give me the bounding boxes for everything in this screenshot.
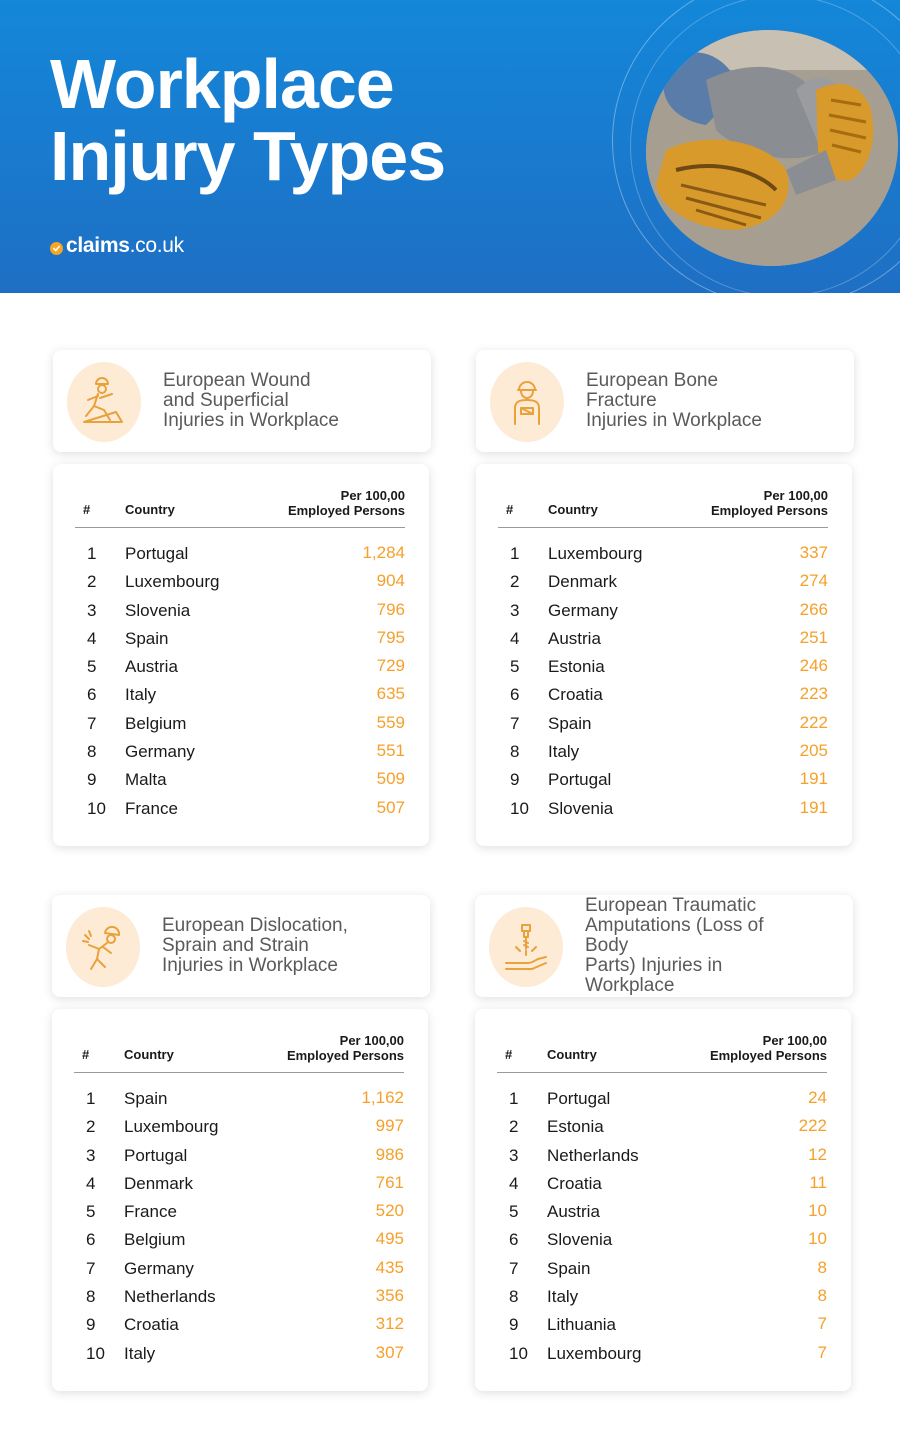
- country-cell: Luxembourg: [548, 544, 643, 563]
- table-title: [162, 895, 370, 997]
- claims-logo[interactable]: [50, 234, 184, 258]
- value-cell: 11: [809, 1172, 827, 1192]
- table-row: [75, 596, 405, 624]
- rank-header: #: [505, 1047, 513, 1062]
- table-row: [498, 709, 828, 737]
- worker-back-strain-icon: [66, 907, 140, 987]
- title-line: Parts) Injuries in Workplace: [585, 955, 723, 996]
- rank-cell: 4: [86, 1173, 96, 1193]
- title-line: Workplace: [50, 45, 394, 123]
- value-header-line: Per 100,00: [340, 488, 405, 503]
- rank-cell: 3: [509, 1145, 519, 1165]
- table-2-title-card: [476, 350, 854, 452]
- table-row: [74, 1169, 404, 1197]
- country-cell: Austria: [125, 657, 178, 677]
- title-line: Injuries in Workplace: [586, 410, 763, 431]
- rank-cell: 1: [87, 544, 97, 563]
- value-cell: 246: [799, 656, 828, 676]
- table-row: [74, 1112, 404, 1140]
- rank-cell: 10: [509, 1343, 528, 1363]
- table-4-title-card: [475, 895, 853, 997]
- rank-cell: 10: [510, 798, 529, 818]
- country-cell: Germany: [124, 1258, 194, 1278]
- table-row: [498, 680, 828, 708]
- country-cell: Denmark: [548, 572, 617, 592]
- rank-cell: 7: [87, 713, 97, 733]
- rank-cell: 8: [510, 742, 520, 762]
- value-cell: 559: [376, 712, 405, 732]
- table-row: [498, 596, 828, 624]
- value-cell: 796: [376, 599, 405, 619]
- divider: [74, 1072, 404, 1073]
- country-cell: Croatia: [124, 1315, 179, 1335]
- country-cell: Malta: [125, 770, 167, 790]
- table-row: [74, 1197, 404, 1225]
- country-cell: Spain: [547, 1258, 591, 1278]
- country-cell: Slovenia: [125, 600, 191, 620]
- country-header: Country: [548, 502, 598, 517]
- rank-cell: 6: [510, 685, 520, 705]
- rank-cell: 6: [86, 1230, 96, 1250]
- value-cell: 191: [799, 769, 828, 789]
- table-2: [476, 464, 852, 846]
- country-cell: Luxembourg: [547, 1343, 642, 1363]
- rank-cell: 9: [86, 1315, 96, 1335]
- table-row: [498, 652, 828, 680]
- country-cell: Austria: [547, 1202, 600, 1222]
- country-cell: Croatia: [548, 685, 603, 705]
- country-cell: Germany: [548, 600, 618, 620]
- table-row: [75, 765, 405, 793]
- value-cell: 761: [375, 1172, 404, 1192]
- header-banner: [0, 0, 900, 293]
- title-line: Injuries in Workplace: [162, 955, 339, 976]
- table-row: [497, 1169, 827, 1197]
- value-header-line: Per 100,00: [339, 1033, 404, 1048]
- rank-cell: 10: [87, 798, 106, 818]
- value-header-line: Employed Persons: [286, 1048, 404, 1063]
- country-cell: France: [124, 1202, 177, 1222]
- table-1: [53, 464, 429, 846]
- rank-cell: 4: [509, 1173, 519, 1193]
- country-cell: Denmark: [124, 1173, 193, 1193]
- table-row: [498, 567, 828, 595]
- table-rows: [75, 539, 405, 822]
- rank-cell: 8: [509, 1287, 519, 1307]
- rank-cell: 7: [86, 1258, 96, 1278]
- table-row: [497, 1310, 827, 1338]
- title-line: Amputations (Loss of Body: [585, 915, 764, 956]
- table-row: [498, 624, 828, 652]
- value-cell: 307: [375, 1342, 404, 1362]
- value-cell: 635: [376, 684, 405, 704]
- table-rows: [74, 1084, 404, 1367]
- value-cell: 507: [376, 797, 405, 817]
- table-row: [497, 1141, 827, 1169]
- value-cell: 10: [808, 1229, 827, 1249]
- value-cell: 997: [375, 1116, 404, 1136]
- table-row: [74, 1310, 404, 1338]
- table-row: [75, 709, 405, 737]
- rank-cell: 1: [86, 1089, 96, 1108]
- value-cell: 795: [376, 627, 405, 647]
- title-line: Injury Types: [50, 117, 446, 195]
- rank-cell: 3: [510, 600, 520, 620]
- table-row: [497, 1282, 827, 1310]
- divider: [497, 1072, 827, 1073]
- country-cell: Portugal: [124, 1145, 188, 1165]
- table-3-title-card: [52, 895, 430, 997]
- table-row: [74, 1225, 404, 1253]
- table-row: [497, 1112, 827, 1140]
- value-cell: 266: [799, 599, 828, 619]
- table-row: [498, 737, 828, 765]
- country-cell: Belgium: [125, 713, 187, 733]
- value-header-line: Per 100,00: [763, 488, 828, 503]
- table-row: [497, 1197, 827, 1225]
- table-title: [585, 895, 793, 997]
- value-header: [287, 1033, 404, 1063]
- table-row: [498, 539, 828, 567]
- rank-cell: 6: [87, 685, 97, 705]
- value-cell: 8: [817, 1286, 827, 1306]
- rank-cell: 1: [509, 1089, 519, 1108]
- table-row: [74, 1084, 404, 1112]
- value-header: [288, 488, 405, 518]
- value-cell: 1,284: [362, 543, 405, 562]
- rank-header: #: [82, 1047, 90, 1062]
- table-row: [75, 794, 405, 822]
- rank-cell: 2: [510, 572, 520, 592]
- country-header: Country: [547, 1047, 597, 1062]
- country-cell: Luxembourg: [125, 572, 220, 592]
- value-cell: 435: [375, 1257, 404, 1277]
- value-header: [710, 1033, 827, 1063]
- table-row: [497, 1254, 827, 1282]
- country-cell: Italy: [548, 742, 580, 762]
- table-row: [497, 1084, 827, 1112]
- value-cell: 729: [376, 656, 405, 676]
- rank-cell: 3: [87, 600, 97, 620]
- table-title: [586, 350, 794, 452]
- country-cell: Italy: [547, 1287, 579, 1307]
- value-cell: 337: [799, 543, 828, 562]
- country-header: Country: [124, 1047, 174, 1062]
- table-row: [497, 1225, 827, 1253]
- injured-worker-photo: [646, 30, 898, 266]
- divider: [75, 527, 405, 528]
- country-cell: Belgium: [124, 1230, 186, 1250]
- value-cell: 7: [817, 1342, 827, 1362]
- rank-cell: 5: [86, 1202, 96, 1222]
- country-cell: Slovenia: [548, 798, 614, 818]
- rank-cell: 2: [509, 1117, 519, 1137]
- rank-cell: 5: [510, 657, 520, 677]
- table-row: [497, 1339, 827, 1367]
- table-header: [74, 1027, 404, 1073]
- value-cell: 520: [375, 1201, 404, 1221]
- value-cell: 1,162: [361, 1088, 404, 1107]
- rank-cell: 4: [87, 628, 97, 648]
- value-header-line: Employed Persons: [710, 503, 828, 518]
- country-cell: Slovenia: [547, 1230, 613, 1250]
- table-header: [497, 1027, 827, 1073]
- rank-cell: 4: [510, 628, 520, 648]
- value-cell: 12: [808, 1144, 827, 1164]
- value-header: [711, 488, 828, 518]
- logo-brand: claims: [66, 234, 130, 257]
- table-row: [74, 1339, 404, 1367]
- rank-cell: 10: [86, 1343, 105, 1363]
- table-row: [75, 737, 405, 765]
- title-line: and Superficial: [163, 390, 289, 411]
- value-cell: 205: [799, 741, 828, 761]
- rank-cell: 2: [87, 572, 97, 592]
- worker-arm-sling-icon: [490, 362, 564, 442]
- value-cell: 551: [376, 741, 405, 761]
- rank-cell: 9: [87, 770, 97, 790]
- table-row: [498, 794, 828, 822]
- divider: [498, 527, 828, 528]
- country-cell: Italy: [125, 685, 157, 705]
- country-cell: Croatia: [547, 1173, 602, 1193]
- value-cell: 312: [375, 1314, 404, 1334]
- value-header-line: Per 100,00: [762, 1033, 827, 1048]
- table-4: [475, 1009, 851, 1391]
- country-cell: Italy: [124, 1343, 156, 1363]
- value-cell: 495: [375, 1229, 404, 1249]
- country-cell: Austria: [548, 628, 601, 648]
- check-icon: [50, 242, 63, 255]
- country-cell: Portugal: [125, 544, 189, 563]
- logo-domain: .co.uk: [129, 234, 184, 257]
- title-line: Sprain and Strain: [162, 935, 309, 956]
- rank-header: #: [83, 502, 91, 517]
- value-cell: 274: [799, 571, 828, 591]
- title-line: European Traumatic: [585, 895, 757, 916]
- table-rows: [498, 539, 828, 822]
- table-header: [75, 482, 405, 528]
- rank-cell: 2: [86, 1117, 96, 1137]
- value-cell: 191: [799, 797, 828, 817]
- value-cell: 904: [376, 571, 405, 591]
- value-cell: 222: [799, 712, 828, 732]
- country-cell: Netherlands: [124, 1287, 216, 1307]
- table-row: [75, 624, 405, 652]
- country-cell: Lithuania: [547, 1315, 617, 1335]
- value-cell: 356: [375, 1286, 404, 1306]
- rank-cell: 9: [509, 1315, 519, 1335]
- table-title: [163, 350, 371, 452]
- value-cell: 222: [798, 1116, 827, 1136]
- rank-cell: 8: [87, 742, 97, 762]
- country-cell: Spain: [124, 1089, 168, 1108]
- table-rows: [497, 1084, 827, 1367]
- table-row: [74, 1141, 404, 1169]
- country-cell: Estonia: [548, 657, 605, 677]
- drill-hand-injury-icon: [489, 907, 563, 987]
- value-cell: 509: [376, 769, 405, 789]
- page-title: [50, 45, 446, 195]
- value-cell: 251: [799, 627, 828, 647]
- rank-header: #: [506, 502, 514, 517]
- country-header: Country: [125, 502, 175, 517]
- table-row: [498, 765, 828, 793]
- country-cell: Portugal: [547, 1089, 611, 1108]
- rank-cell: 5: [509, 1202, 519, 1222]
- value-cell: 223: [799, 684, 828, 704]
- rank-cell: 5: [87, 657, 97, 677]
- country-cell: Spain: [548, 713, 592, 733]
- country-cell: Portugal: [548, 770, 612, 790]
- title-line: Injuries in Workplace: [163, 410, 340, 431]
- table-row: [75, 539, 405, 567]
- country-cell: Spain: [125, 628, 169, 648]
- value-cell: 24: [808, 1088, 827, 1107]
- table-3: [52, 1009, 428, 1391]
- country-cell: France: [125, 798, 178, 818]
- rank-cell: 9: [510, 770, 520, 790]
- value-cell: 8: [817, 1257, 827, 1277]
- falling-worker-icon: [67, 362, 141, 442]
- country-cell: Netherlands: [547, 1145, 639, 1165]
- rank-cell: 3: [86, 1145, 96, 1165]
- rank-cell: 7: [509, 1258, 519, 1278]
- country-cell: Estonia: [547, 1117, 604, 1137]
- value-cell: 986: [375, 1144, 404, 1164]
- rank-cell: 1: [510, 544, 520, 563]
- country-cell: Luxembourg: [124, 1117, 219, 1137]
- rank-cell: 7: [510, 713, 520, 733]
- table-1-title-card: [53, 350, 431, 452]
- value-header-line: Employed Persons: [709, 1048, 827, 1063]
- table-row: [75, 680, 405, 708]
- table-header: [498, 482, 828, 528]
- table-row: [74, 1282, 404, 1310]
- value-cell: 10: [808, 1201, 827, 1221]
- country-cell: Germany: [125, 742, 195, 762]
- rank-cell: 8: [86, 1287, 96, 1307]
- title-line: European Bone Fracture: [586, 370, 719, 411]
- table-row: [74, 1254, 404, 1282]
- table-row: [75, 652, 405, 680]
- title-line: European Wound: [163, 370, 311, 391]
- value-header-line: Employed Persons: [287, 503, 405, 518]
- title-line: European Dislocation,: [162, 915, 348, 936]
- table-row: [75, 567, 405, 595]
- rank-cell: 6: [509, 1230, 519, 1250]
- value-cell: 7: [817, 1314, 827, 1334]
